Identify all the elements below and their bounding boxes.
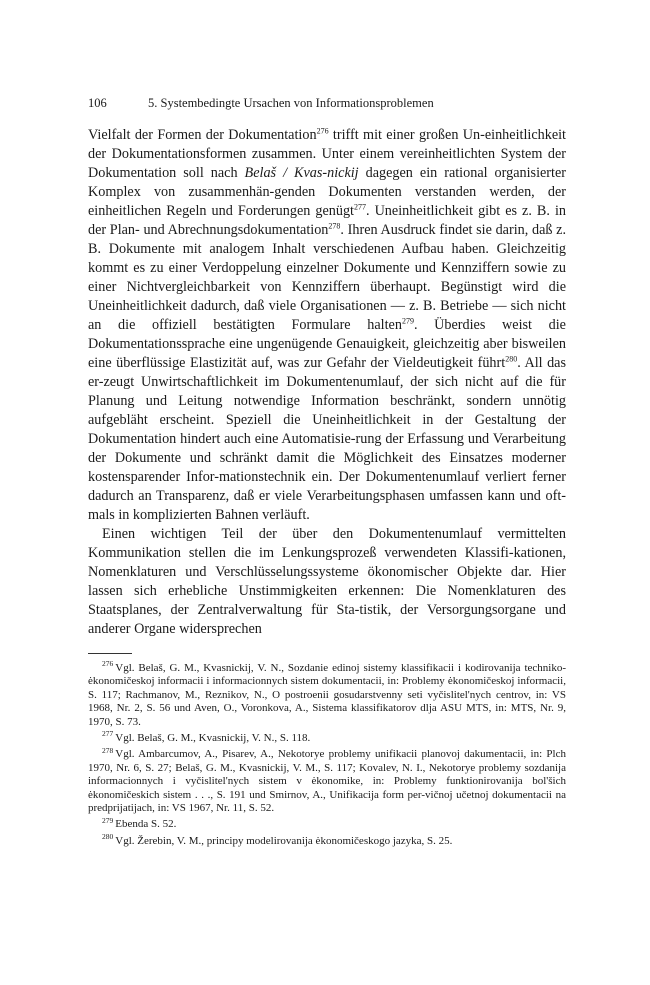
footnote-ref[interactable]: 277 xyxy=(353,202,366,212)
text-run: . All das er-zeugt Unwirtschaftlichkeit im Dokumentenumlauf, der sich nicht auf die für Planung und Leitung notwendige Information beschränkt, sondern unnötig aufgebläht erscheint. Speziell die Uneinheitlichkeit in der Gestaltung der Dokumentation hindert auch eine Automatisie-rung der Erfassung und Verarbeitung der Dokumente und schränkt damit die Möglichkeit des Einsatzes moderner kostensparender Infor-mationstechnik ein. Der Dokumentenumlauf verliert ferner dadurch an Transparenz, daß er viele Verarbeitungsphasen umfassen kann und oft-mals in komplizierten Bahnen verläuft. xyxy=(88,355,566,523)
text-run: dagegen ein rational organisierter Komplex von zusammenhän-genden Dokumenten verstanden werden, der einheitlichen Regeln und Forderungen genügt xyxy=(88,165,566,219)
footnote-divider xyxy=(88,653,132,654)
footnote xyxy=(88,832,566,848)
footnote-ref[interactable]: 279 xyxy=(401,316,414,326)
footnote-text: Vgl. Žerebin, V. M., principy modelirovanija ėkonomičeskogo jazyka, S. 25. xyxy=(115,834,453,847)
page-number: 106 xyxy=(88,96,107,110)
cited-authors: Belaš / Kvas-nickij xyxy=(244,165,359,181)
footnote-number: 277 xyxy=(102,729,114,739)
footnote-ref[interactable]: 278 xyxy=(328,221,341,231)
footnote-number: 278 xyxy=(102,745,114,755)
running-title: 5. Systembedingte Ursachen von Informationsproblemen xyxy=(148,96,434,110)
text-run: . Ihren Ausdruck findet sie darin, daß z. B. Dokumente mit analogem Inhalt verschiedenen Aufbau haben. Gleichzeitig kommt es zu einer Verdoppelung einzelner Dokumente und Kennziffern sowie zu einer Nichtvergleichbarkeit von Kennziffern überhaupt. Begünstigt wird die Uneinheitlichkeit dadurch, daß viele Organisationen — z. B. Betriebe — sich nicht an die offiziell bestätigten Formulare halten xyxy=(88,222,566,333)
footnote-number: 276 xyxy=(102,659,114,669)
footnote-text: Vgl. Belaš, G. M., Kvasnickij, V. N., S. 118. xyxy=(115,732,311,745)
footnote-text: Ebenda S. 52. xyxy=(115,818,177,831)
text-run: trifft mit einer großen Un-einheitlichkeit der Dokumentationsformen zusammen. Unter einem vereinheitlichten System der Dokumentation soll nach xyxy=(88,127,566,181)
main-text xyxy=(88,126,566,639)
footnote-ref[interactable]: 276 xyxy=(316,126,329,136)
footnote-text: Vgl. Ambarcumov, A., Pisarev, A., Nekotorye problemy unifikacii planovoj dakumentacii, in: Plch 1970, Nr. 6, S. 27; Belaš, G. M., Kvasnickij, V. M., S. 117; Kovalev, N. I., Nekotorye problemy sozdanija informacionnych i vyčislitel'nych sistem v ėkonomike, in: Problemy funktionirovanija bol'šich ėkonomičeskich sistem . . ., S. 191 und Smirnov, A., Unifikacija form per-vičnoj učetnoj dokumentacii na predprijatijach, in: VS 1967, Nr. 11, S. 52. xyxy=(88,748,566,815)
footnote-number: 280 xyxy=(102,832,114,842)
paragraph-1 xyxy=(88,126,566,525)
footnote-ref[interactable]: 280 xyxy=(505,354,518,364)
running-header xyxy=(88,96,566,126)
footnote xyxy=(88,745,566,815)
footnote xyxy=(88,729,566,745)
text-run: Vielfalt der Formen der Dokumentation xyxy=(88,127,317,143)
footnote xyxy=(88,659,566,729)
page-content xyxy=(88,96,566,851)
footnote xyxy=(88,815,566,831)
footnote-number: 279 xyxy=(102,815,114,825)
paragraph-2: Einen wichtigen Teil der über den Dokumentenumlauf vermittelten Kommunikation stellen die im Lenkungsprozeß verwendeten Klassifi-kationen, Nomenklaturen und Verschlüsselungssysteme ökonomischer Objekte dar. Hier lassen sich erhebliche Unstimmigkeiten erkennen: Die Nomenklaturen des Staatsplanes, der Zentralverwaltung für Sta-tistik, der Versorgungsorgane und anderer Organe widersprechen xyxy=(88,526,566,637)
footnotes xyxy=(88,659,566,848)
text-run: . Überdies weist die Dokumentationssprache eine ungenügende Genauigkeit, gleichzeitig aber bisweilen eine überflüssige Elastizität auf, was zur Gefahr der Vieldeutigkeit führt xyxy=(88,317,566,371)
footnote-text: Vgl. Belaš, G. M., Kvasnickij, V. N., Sozdanie edinoj sistemy klassifikacii i kodirovanija techniko-ėkonomičeskoj informacii i informacionnych sistem dokumentacii, in: Problemy ėkonomičeskoj informacii, S. 117; Rachmanov, M., Reznikov, N., O postroenii gosudarstvenny seti vyčislitel'nych centrov, in: VS 1968, Nr. 2, S. 56 und Aven, O., Voronkova, A., Sistema klassifikatorov dlja ASU MTS, in: MTS, Nr. 9, 1970, S. 73. xyxy=(88,662,566,728)
text-run: . Uneinheitlichkeit gibt es z. B. in der Plan- und Abrechnungsdokumentation xyxy=(88,203,566,238)
